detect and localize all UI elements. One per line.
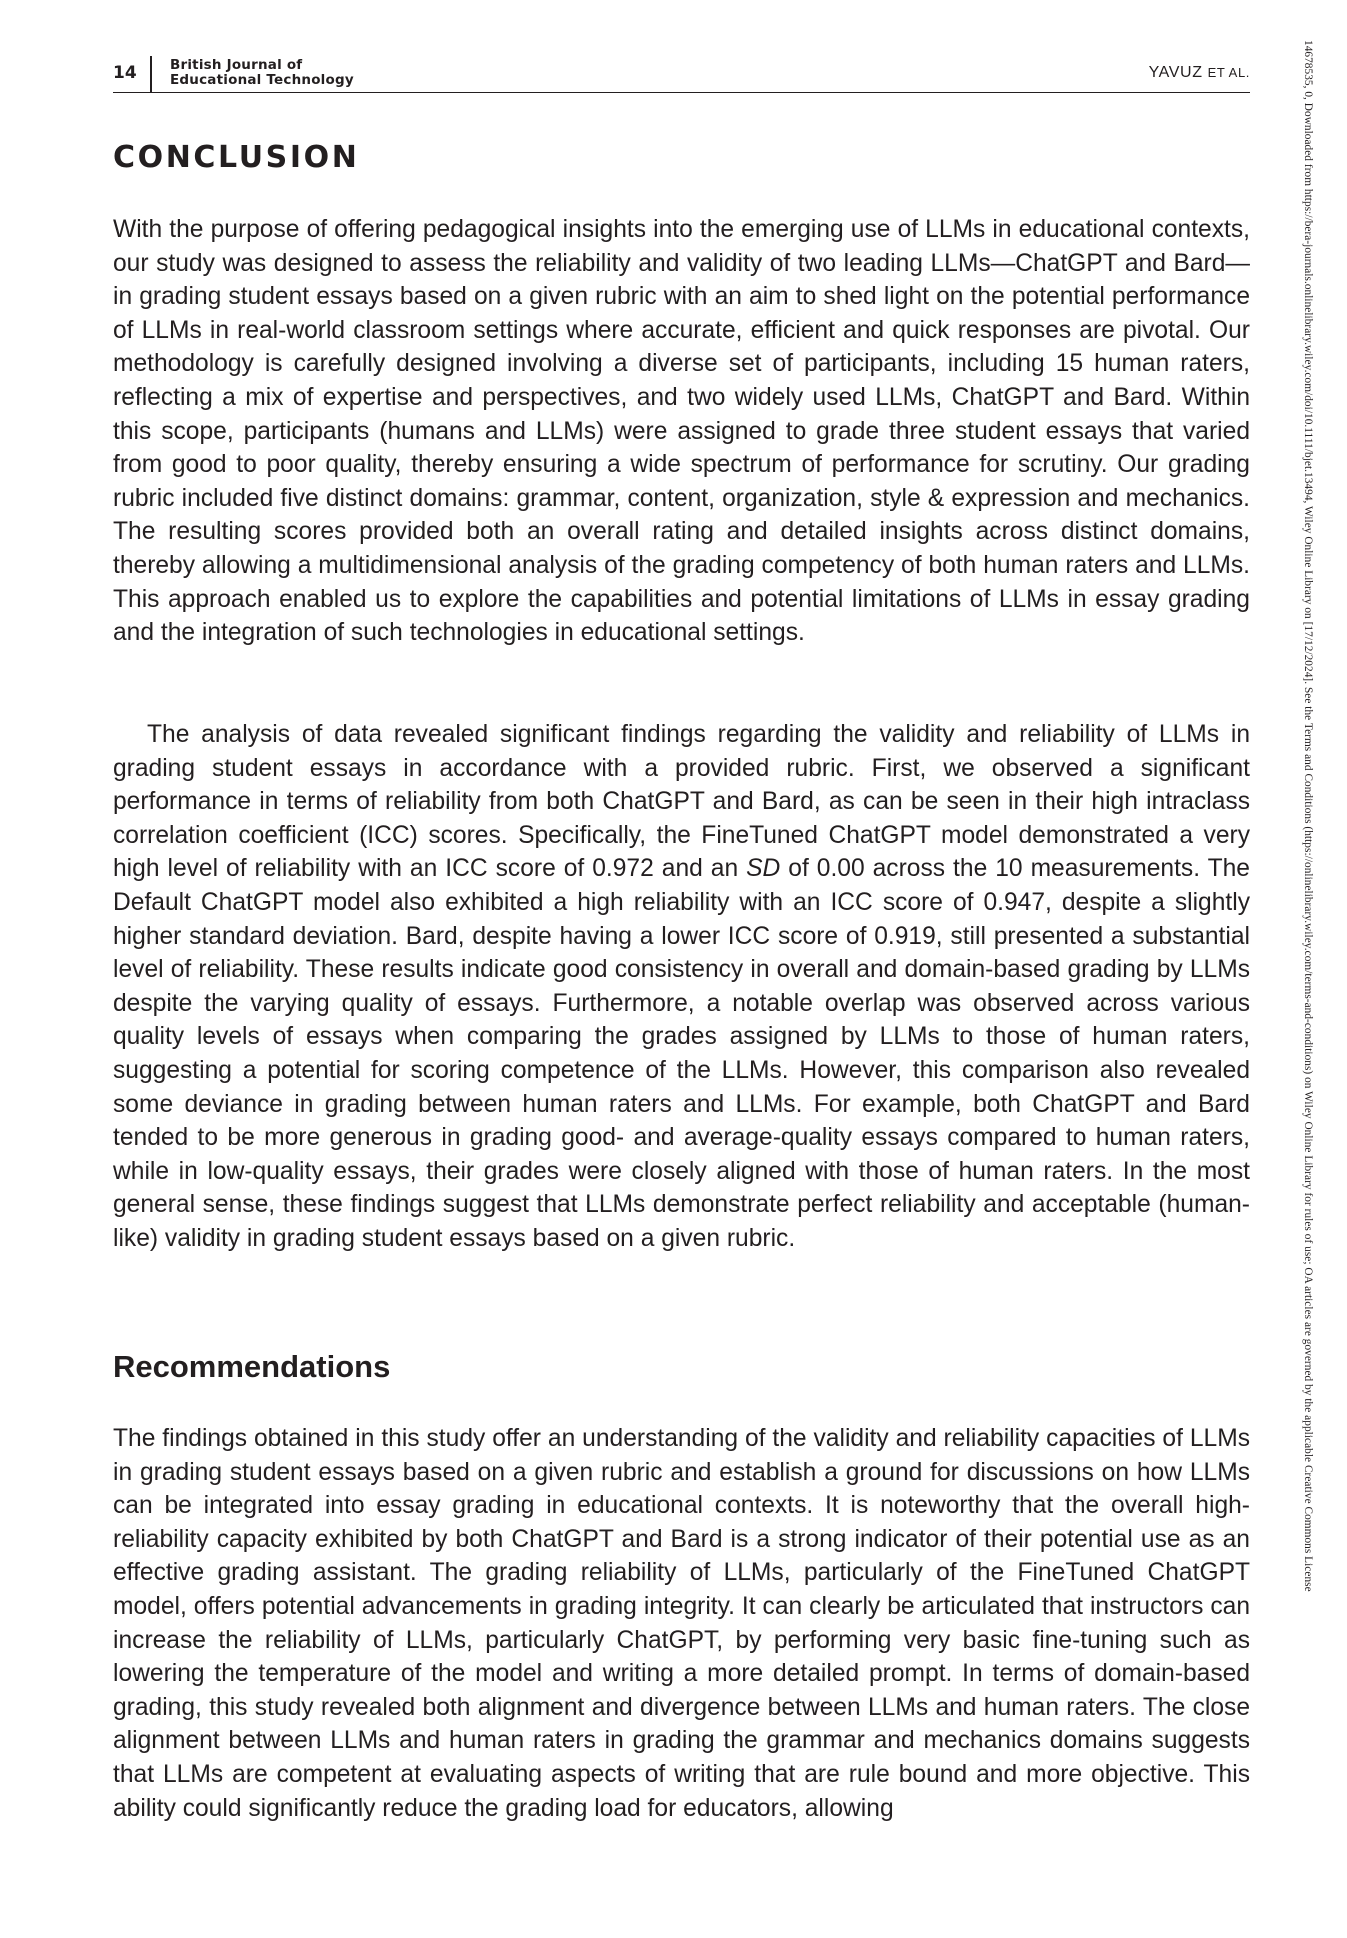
running-head-etal: ET AL. bbox=[1207, 65, 1250, 80]
paragraph-text: of 0.00 across the 10 measurements. The Default ChatGPT model also exhibited a high reliability with an ICC score of 0.947, despite a slightly higher standard deviation. Bard, despite having a lower ICC score of 0.919, still presented a substantial level of reliability. These results indicate good consistency in overall and domain-based grading by LLMs despite the varying quality of essays. Furthermore, a notable overlap was observed across various quality levels of essays when comparing the grades assigned by LLMs to those of human raters, suggesting a potential for scoring competence of the LLMs. However, this comparison also revealed some deviance in grading between human raters and LLMs. For example, both ChatGPT and Bard tended to be more generous in grading good- and average-quality essays compared to human raters, while in low-quality essays, their grades were closely aligned with those of human raters. In the most general sense, these findings suggest that LLMs demonstrate perfect reliability and acceptable (human-like) validity in grading student essays based on a given rubric. bbox=[113, 855, 1250, 1252]
paragraph-text: The analysis of data revealed significant findings regarding the validity and reliability of LLMs in grading student essays in accordance with a provided rubric. First, we observed a significant performance in terms of reliability from both ChatGPT and Bard, as can be seen in their high intraclass correlation coefficient (ICC) scores. Specifically, the FineTuned ChatGPT model demonstrated a very high level of reliability with an ICC score of 0.972 and an bbox=[113, 721, 1250, 883]
subsection-heading-recommendations: Recommendations bbox=[113, 1349, 391, 1384]
conclusion-paragraph-2 bbox=[113, 718, 1250, 1256]
sd-italic: SD bbox=[746, 855, 781, 883]
page-header bbox=[113, 56, 1250, 93]
download-side-note: 14678535, 0, Downloaded from https://bera-journals.onlinelibrary.wiley.com/doi/10.1111/bjet.13494, Wiley Online Library on [17/12/2024]. See the Terms and Conditions (https://onlinelibrary.wiley.com/terms-and-conditions) on Wiley Online Library for rules of use; OA articles are governed by the applicable Creative Commons License bbox=[1302, 40, 1314, 1592]
header-divider bbox=[150, 56, 152, 92]
page-number: 14 bbox=[113, 63, 137, 83]
journal-name-line2: Educational Technology bbox=[170, 72, 354, 88]
journal-name bbox=[170, 58, 354, 88]
running-head bbox=[1149, 64, 1250, 82]
conclusion-paragraph-1: With the purpose of offering pedagogical insights into the emerging use of LLMs in educational contexts, our study was designed to assess the reliability and validity of two leading LLMs—ChatGPT and Bard—in grading student essays based on a given rubric with an aim to shed light on the potential performance of LLMs in real-world classroom settings where accurate, efficient and quick responses are pivotal. Our methodology is carefully designed involving a diverse set of participants, including 15 human raters, reflecting a mix of expertise and perspectives, and two widely used LLMs, ChatGPT and Bard. Within this scope, participants (humans and LLMs) were assigned to grade three student essays that varied from good to poor quality, thereby ensuring a wide spectrum of performance for scrutiny. Our grading rubric included five distinct domains: grammar, content, organization, style & expression and mechanics. The resulting scores provided both an overall rating and detailed insights across distinct domains, thereby allowing a multidimensional analysis of the grading competency of both human raters and LLMs. This approach enabled us to explore the capabilities and potential limitations of LLMs in essay grading and the integration of such technologies in educational settings. bbox=[113, 216, 1250, 647]
running-head-authors: YAVUZ bbox=[1148, 64, 1203, 81]
section-heading-conclusion: CONCLUSION bbox=[113, 140, 360, 175]
journal-name-line1: British Journal of bbox=[170, 57, 303, 73]
recommendations-paragraph-1: The findings obtained in this study offer an understanding of the validity and reliability capacities of LLMs in grading student essays based on a given rubric and establish a ground for discussions on how LLMs can be integrated into essay grading in educational contexts. It is noteworthy that the overall high-reliability capacity exhibited by both ChatGPT and Bard is a strong indicator of their potential use as an effective grading assistant. The grading reliability of LLMs, particularly of the FineTuned ChatGPT model, offers potential advancements in grading integrity. It can clearly be articulated that instructors can increase the reliability of LLMs, particularly ChatGPT, by performing very basic fine-tuning such as lowering the temperature of the model and writing a more detailed prompt. In terms of domain-based grading, this study revealed both alignment and divergence between LLMs and human raters. The close alignment between LLMs and human raters in grading the grammar and mechanics domains suggests that LLMs are competent at evaluating aspects of writing that are rule bound and more objective. This ability could significantly reduce the grading load for educators, allowing bbox=[113, 1425, 1250, 1822]
